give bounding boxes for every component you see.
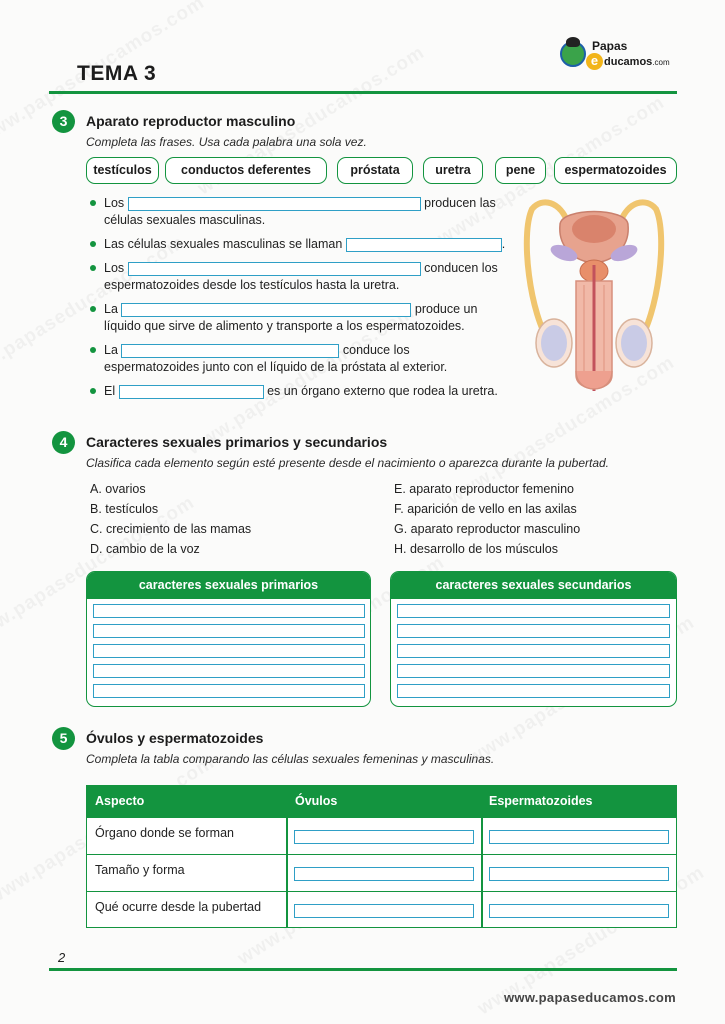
- footer-rule: [49, 968, 677, 971]
- logo-e-badge: e: [586, 53, 603, 70]
- table-row: [87, 854, 676, 891]
- sentence-text: líquido que sirve de alimento y transporte a los espermatozoides.: [104, 319, 465, 333]
- page-title: TEMA 3: [77, 62, 157, 85]
- answer-blank[interactable]: [294, 867, 474, 881]
- answer-line[interactable]: [93, 604, 365, 618]
- answer-blank[interactable]: [119, 385, 264, 399]
- answer-blank[interactable]: [489, 904, 669, 918]
- answer-line[interactable]: [397, 604, 670, 618]
- sentence-text: Las células sexuales masculinas se llaman: [104, 237, 343, 251]
- sentence-text: espermatozoides junto con el líquido de la próstata al exterior.: [104, 360, 448, 374]
- answer-blank[interactable]: [294, 904, 474, 918]
- answer-line[interactable]: [93, 684, 365, 698]
- logo-domain: .com: [652, 58, 670, 67]
- sentence-text: conduce los: [342, 343, 410, 357]
- list-item: B. testículos: [90, 502, 159, 516]
- sentence-text: espermatozoides desde los testículos hasta la uretra.: [104, 278, 400, 292]
- papaseducamos-logo: [560, 37, 685, 73]
- logo-text-main: [604, 56, 670, 68]
- sentence-text: produce un: [414, 302, 478, 316]
- items-list-right: [394, 482, 684, 562]
- section-3-number: 3: [52, 110, 75, 133]
- bullet-icon: [90, 347, 96, 353]
- bullet-icon: [90, 200, 96, 206]
- male-reproductive-system-illustration: [520, 195, 668, 399]
- items-list-left: [90, 482, 380, 562]
- answer-line[interactable]: [397, 624, 670, 638]
- section-4-title: Caracteres sexuales primarios y secundarios: [86, 434, 388, 450]
- table-row: [87, 891, 676, 928]
- list-item: H. desarrollo de los músculos: [394, 542, 558, 556]
- answer-line[interactable]: [397, 664, 670, 678]
- list-item: C. crecimiento de las mamas: [90, 522, 252, 536]
- sentence-text: La: [104, 343, 118, 357]
- column-header: Óvulos: [295, 794, 338, 808]
- box-header: caracteres sexuales primarios: [87, 572, 370, 599]
- answer-line[interactable]: [397, 684, 670, 698]
- word-chip: pene: [495, 157, 546, 184]
- answer-blank[interactable]: [346, 238, 502, 252]
- sentence-text: producen las: [424, 196, 496, 210]
- answer-line[interactable]: [93, 664, 365, 678]
- word-chip: testículos: [86, 157, 159, 184]
- list-item: E. aparato reproductor femenino: [394, 482, 574, 496]
- bullet-icon: [90, 265, 96, 271]
- section-5-title: Óvulos y espermatozoides: [86, 730, 264, 746]
- answer-line[interactable]: [93, 644, 365, 658]
- sentence-1: [104, 195, 514, 229]
- comparison-table: [86, 785, 677, 928]
- row-label: Qué ocurre desde la pubertad: [95, 900, 262, 914]
- list-item: A. ovarios: [90, 482, 146, 496]
- row-label: Tamaño y forma: [95, 863, 185, 877]
- logo-text-top: Papas: [592, 39, 628, 53]
- sentence-text: .: [501, 237, 506, 251]
- answer-blank[interactable]: [489, 830, 669, 844]
- section-4-number: 4: [52, 431, 75, 454]
- word-chip: espermatozoides: [554, 157, 677, 184]
- primary-characteristics-box: [86, 571, 371, 707]
- header-rule: [49, 91, 677, 94]
- list-item: G. aparato reproductor masculino: [394, 522, 581, 536]
- footer-website[interactable]: www.papaseducamos.com: [504, 990, 676, 1005]
- logo-main: ducamos: [604, 56, 653, 68]
- sentence-text: células sexuales masculinas.: [104, 213, 266, 227]
- page-number: 2: [58, 950, 66, 965]
- answer-blank[interactable]: [128, 197, 421, 211]
- box-header: caracteres sexuales secundarios: [391, 572, 676, 599]
- table-header: [87, 786, 676, 817]
- sentence-4: [104, 301, 519, 335]
- sentence-3: [104, 260, 519, 294]
- sentence-text: Los: [104, 261, 125, 275]
- bullet-icon: [90, 241, 96, 247]
- answer-blank[interactable]: [121, 344, 339, 358]
- column-header: Espermatozoides: [489, 794, 593, 808]
- answer-line[interactable]: [397, 644, 670, 658]
- sentence-text: conducen los: [424, 261, 498, 275]
- sentence-text: La: [104, 302, 118, 316]
- family-faces-icon: [566, 37, 580, 47]
- answer-blank[interactable]: [489, 867, 669, 881]
- section-5-instruction: Completa la tabla comparando las células sexuales femeninas y masculinas.: [86, 752, 495, 766]
- column-divider: [481, 817, 483, 927]
- sentence-text: es un órgano externo que rodea la uretra.: [267, 384, 498, 398]
- answer-line[interactable]: [93, 624, 365, 638]
- answer-blank[interactable]: [128, 262, 421, 276]
- answer-blank[interactable]: [121, 303, 411, 317]
- sentence-5: [104, 342, 519, 376]
- column-divider: [286, 817, 288, 927]
- word-chip: próstata: [337, 157, 413, 184]
- bullet-icon: [90, 306, 96, 312]
- sentence-text: Los: [104, 196, 125, 210]
- section-3-title: Aparato reproductor masculino: [86, 113, 296, 129]
- sentence-2: [104, 236, 514, 253]
- list-item: D. cambio de la voz: [90, 542, 200, 556]
- word-chip: uretra: [423, 157, 483, 184]
- column-header: Aspecto: [95, 794, 145, 808]
- table-row: [87, 817, 676, 854]
- list-item: F. aparición de vello en las axilas: [394, 502, 577, 516]
- section-4-instruction: Clasifica cada elemento según esté presente desde el nacimiento o aparezca durante la pubertad.: [86, 456, 610, 470]
- sentence-6: [104, 383, 524, 400]
- secondary-characteristics-box: [390, 571, 677, 707]
- section-5-number: 5: [52, 727, 75, 750]
- bullet-icon: [90, 388, 96, 394]
- row-label: Órgano donde se forman: [95, 826, 234, 840]
- answer-blank[interactable]: [294, 830, 474, 844]
- section-3-instruction: Completa las frases. Usa cada palabra una sola vez.: [86, 135, 367, 149]
- word-chip: conductos deferentes: [165, 157, 327, 184]
- sentence-text: El: [104, 384, 116, 398]
